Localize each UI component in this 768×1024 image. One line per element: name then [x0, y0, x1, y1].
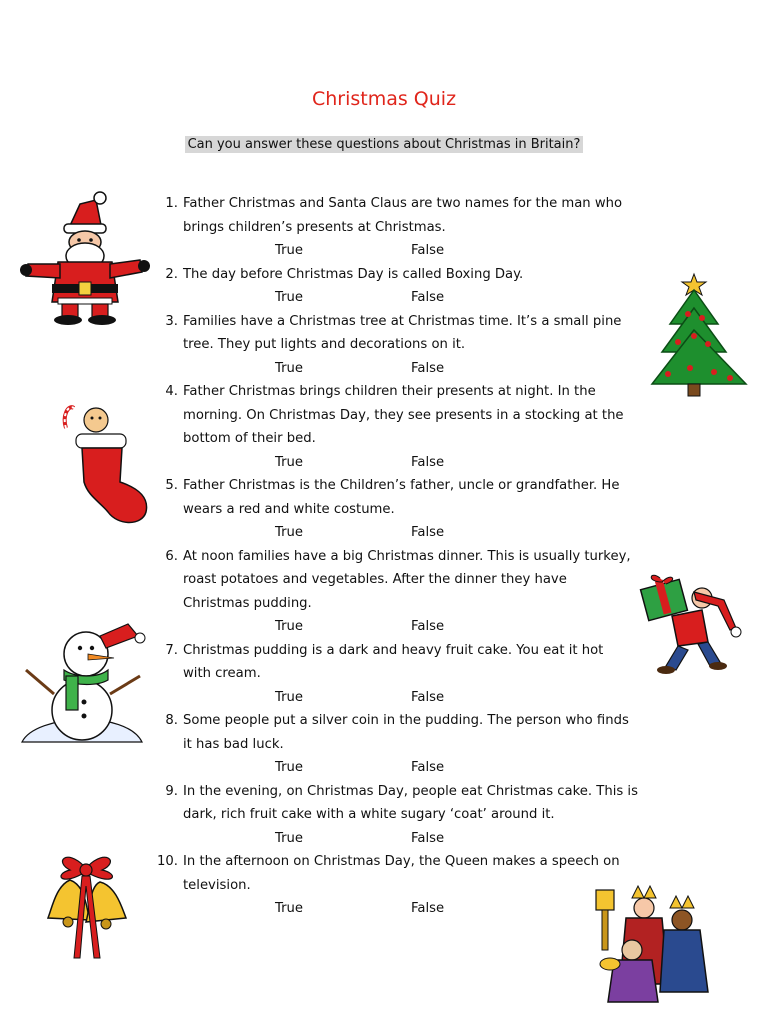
question-9: [150, 780, 670, 851]
question-text: In the evening, on Christmas Day, people eat Christmas cake. This is dark, rich fruit cake with a white sugary ‘coat’ around it.: [183, 783, 638, 822]
true-option: True: [275, 760, 304, 775]
false-option: False: [411, 454, 445, 470]
answer-options: [150, 756, 670, 780]
christmas-tree-icon: [648, 272, 750, 398]
question-number: 9.: [165, 783, 178, 799]
false-option: False: [411, 290, 445, 305]
true-option: True: [275, 901, 304, 916]
three-kings-icon: [586, 880, 734, 1004]
question-number: 3.: [165, 313, 178, 329]
false-option: False: [411, 689, 445, 705]
question-text: Christmas pudding is a dark and heavy fruit cake. You eat it hot with cream.: [183, 642, 604, 681]
question-number: 10.: [157, 854, 178, 869]
question-number: 5.: [165, 478, 178, 493]
question-3: [150, 310, 670, 381]
question-7: [150, 639, 670, 710]
question-text: The day before Christmas Day is called Boxing Day.: [183, 266, 524, 282]
false-option: False: [411, 525, 445, 540]
gift-carrier-icon: [632, 570, 750, 682]
answer-options: [150, 521, 670, 545]
stocking-icon: [60, 398, 152, 528]
question-text: Father Christmas brings children their presents at night. In the morning. On Christmas Day, they see presents in a stocking at the bottom of their bed.: [183, 384, 624, 446]
question-text: In the afternoon on Christmas Day, the Queen makes a speech on television.: [183, 854, 620, 893]
question-text: Some people put a silver coin in the pudding. The person who finds it has bad luck.: [183, 713, 629, 752]
question-text: At noon families have a big Christmas dinner. This is usually turkey, roast potatoes and vegetables. After the dinner they have Christmas pudding.: [183, 548, 631, 611]
question-2: [150, 263, 670, 310]
question-number: 2.: [165, 266, 178, 282]
question-text: Families have a Christmas tree at Christmas time. It’s a small pine tree. They put lights and decorations on it.: [183, 313, 622, 352]
true-option: True: [275, 525, 304, 540]
true-option: True: [275, 830, 304, 846]
quiz-list: [150, 192, 670, 921]
question-text: Father Christmas is the Children’s father, uncle or grandfather. He wears a red and white costume.: [183, 478, 620, 517]
true-option: True: [275, 243, 304, 258]
page-subtitle: Can you answer these questions about Christmas in Britain?: [185, 136, 584, 153]
true-option: True: [275, 454, 304, 470]
answer-options: [150, 357, 670, 381]
false-option: False: [411, 243, 445, 258]
question-number: 8.: [165, 713, 178, 728]
answer-options: [150, 451, 670, 475]
true-option: True: [275, 689, 304, 705]
page-title: Christmas Quiz: [311, 88, 457, 110]
answer-options: [150, 286, 670, 310]
false-option: False: [411, 901, 445, 916]
false-option: False: [411, 760, 445, 775]
false-option: False: [411, 830, 445, 846]
question-text: Father Christmas and Santa Claus are two names for the man who brings children’s presents at Christmas.: [183, 196, 623, 235]
question-number: 7.: [165, 642, 178, 658]
answer-options: [150, 827, 670, 851]
question-4: [150, 380, 670, 474]
santa-icon: [18, 190, 150, 326]
bells-icon: [44, 846, 130, 964]
question-number: 1.: [165, 196, 178, 211]
question-number: 6.: [165, 548, 178, 564]
question-6: [150, 545, 670, 639]
true-option: True: [275, 290, 304, 305]
question-1: [150, 192, 670, 263]
question-5: [150, 474, 670, 545]
true-option: True: [275, 619, 304, 634]
question-8: [150, 709, 670, 780]
question-number: 4.: [165, 384, 178, 399]
false-option: False: [411, 619, 445, 634]
answer-options: [150, 239, 670, 263]
false-option: False: [411, 360, 445, 376]
snowman-icon: [16, 614, 146, 748]
answer-options: [150, 686, 670, 710]
subtitle-wrap: [0, 133, 768, 153]
answer-options: [150, 615, 670, 639]
true-option: True: [275, 360, 304, 376]
